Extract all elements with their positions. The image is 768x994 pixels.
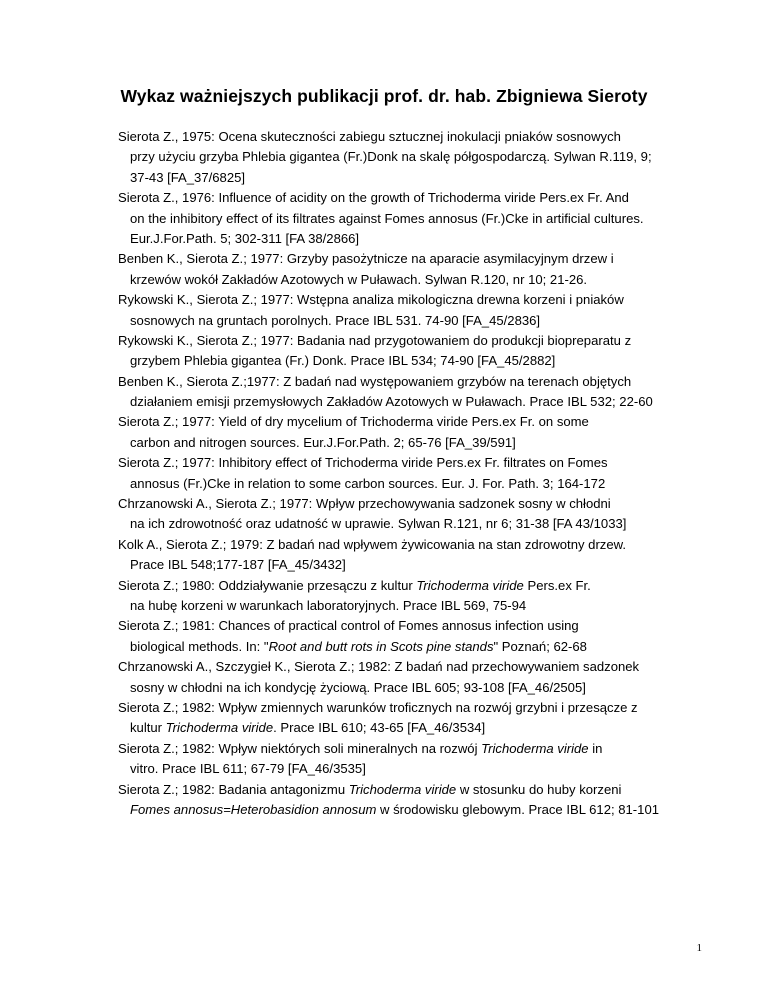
italic-text: Root and butt rots in Scots pine stands <box>268 638 494 654</box>
entry-line <box>118 229 738 249</box>
publication-entry <box>118 616 738 657</box>
entry-text: w stosunku do huby korzeni <box>456 781 622 797</box>
publication-list <box>118 127 738 820</box>
publication-entry <box>118 372 738 413</box>
entry-text: Sierota Z.; 1982: Badania antagonizmu <box>118 781 349 797</box>
entry-text: on the inhibitory effect of its filtrates against Fomes annosus (Fr.)Cke in artificial cultures. <box>130 210 644 226</box>
entry-text: vitro. Prace IBL 611; 67-79 [FA_46/3535] <box>130 761 366 777</box>
publication-entry <box>118 698 738 739</box>
page-number: 1 <box>696 942 702 954</box>
italic-text: Trichoderma viride <box>165 720 274 736</box>
entry-line <box>118 739 738 759</box>
entry-text: Pers.ex Fr. <box>523 577 591 593</box>
entry-text: Eur.J.For.Path. 5; 302-311 [FA 38/2866] <box>130 230 360 246</box>
entry-text: Sierota Z., 1976: Influence of acidity on the growth of Trichoderma viride Pers.ex Fr. And <box>118 190 629 206</box>
page-title: Wykaz ważniejszych publikacji prof. dr. hab. Zbigniewa Sieroty <box>120 86 648 106</box>
entry-text: . Prace IBL 610; 43-65 [FA_46/3534] <box>273 720 486 736</box>
entry-line <box>118 678 738 698</box>
entry-text: carbon and nitrogen sources. Eur.J.For.Path. 2; 65-76 [FA_39/591] <box>130 434 516 450</box>
entry-text: Sierota Z., 1975: Ocena skuteczności zabiegu sztucznej inokulacji pniaków sosnowych <box>118 129 621 144</box>
entry-line <box>118 412 738 432</box>
entry-text: in <box>588 740 603 756</box>
publication-entry <box>118 739 738 780</box>
entry-line <box>118 392 738 412</box>
entry-text: na hubę korzeni w warunkach laboratoryjnych. Prace IBL 569, 75-94 <box>130 597 527 613</box>
entry-line <box>118 535 738 555</box>
entry-line <box>118 433 738 453</box>
entry-line <box>118 209 738 229</box>
entry-text: Kolk A., Sierota Z.; 1979: Z badań nad wpływem żywicowania na stan zdrowotny drzew. <box>118 536 627 552</box>
entry-text: annosus (Fr.)Cke in relation to some carbon sources. Eur. J. For. Path. 3; 164-172 <box>130 475 606 491</box>
entry-text: sosnowych na gruntach porolnych. Prace IBL 531. 74-90 [FA_45/2836] <box>130 312 541 328</box>
publication-entry <box>118 494 738 535</box>
italic-text: Trichoderma viride <box>481 740 589 756</box>
entry-text: Sierota Z.; 1980: Oddziaływanie przesączu z kultur <box>118 577 417 593</box>
publication-entry <box>118 290 738 331</box>
entry-line <box>118 311 738 331</box>
entry-text: " Poznań; 62-68 <box>493 638 587 654</box>
italic-text: Trichoderma viride <box>348 781 457 797</box>
publication-entry <box>118 331 738 372</box>
entry-line <box>118 759 738 779</box>
entry-line <box>118 372 738 392</box>
entry-text: sosny w chłodni na ich kondycję życiową. Prace IBL 605; 93-108 [FA_46/2505] <box>130 679 586 695</box>
entry-line <box>118 127 738 147</box>
entry-line <box>118 698 738 718</box>
entry-line <box>118 555 738 575</box>
publication-entry <box>118 780 738 821</box>
entry-text: Prace IBL 548;177-187 [FA_45/3432] <box>130 557 346 573</box>
entry-text: Rykowski K., Sierota Z.; 1977: Badania nad przygotowaniem do produkcji biopreparatu z <box>118 332 632 348</box>
entry-line <box>118 351 738 371</box>
publication-entry <box>118 127 738 188</box>
entry-text: przy użyciu grzyba Phlebia gigantea (Fr.)Donk na skalę półgospodarczą. Sylwan R.119, 9; <box>130 149 652 165</box>
italic-text: Trichoderma viride <box>416 577 524 593</box>
entry-text: Sierota Z.; 1977: Inhibitory effect of Trichoderma viride Pers.ex Fr. filtrates on Fomes <box>118 455 608 471</box>
entry-line <box>118 657 738 677</box>
entry-text: Benben K., Sierota Z.; 1977: Grzyby pasożytnicze na aparacie asymilacyjnym drzew i <box>118 251 614 267</box>
entry-text: Benben K., Sierota Z.;1977: Z badań nad występowaniem grzybów na terenach objętych <box>118 373 632 389</box>
entry-text: Sierota Z.; 1982: Wpływ niektórych soli mineralnych na rozwój <box>118 740 482 756</box>
entry-line <box>118 494 738 514</box>
publication-entry <box>118 249 738 290</box>
entry-line <box>118 147 738 167</box>
entry-text: Sierota Z.; 1977: Yield of dry mycelium of Trichoderma viride Pers.ex Fr. on some <box>118 414 589 430</box>
entry-text: biological methods. In: " <box>130 638 269 654</box>
entry-line <box>118 290 738 310</box>
publication-entry <box>118 535 738 576</box>
entry-line <box>118 514 738 534</box>
entry-line <box>118 718 738 738</box>
publication-entry <box>118 657 738 698</box>
entry-line <box>118 188 738 208</box>
entry-line <box>118 168 738 188</box>
entry-line <box>118 800 738 820</box>
entry-line <box>118 616 738 636</box>
publication-entry <box>118 453 738 494</box>
entry-text: Chrzanowski A., Sierota Z.; 1977: Wpływ przechowywania sadzonek sosny w chłodni <box>118 496 611 512</box>
entry-text: 37-43 [FA_37/6825] <box>130 169 246 185</box>
entry-text: Sierota Z.; 1981: Chances of practical control of Fomes annosus infection using <box>118 618 579 634</box>
entry-text: kultur <box>130 720 166 736</box>
publication-entry <box>118 576 738 617</box>
entry-text: działaniem emisji przemysłowych Zakładów Azotowych w Puławach. Prace IBL 532; 22-60 <box>130 394 653 410</box>
entry-line <box>118 576 738 596</box>
entry-line <box>118 270 738 290</box>
entry-text: Chrzanowski A., Szczygieł K., Sierota Z.; 1982: Z badań nad przechowywaniem sadzonek <box>118 659 640 675</box>
entry-line <box>118 474 738 494</box>
entry-text: Rykowski K., Sierota Z.; 1977: Wstępna analiza mikologiczna drewna korzeni i pniaków <box>118 292 624 308</box>
entry-text: Sierota Z.; 1982: Wpływ zmiennych warunków troficznych na rozwój grzybni i przesącze z <box>118 699 638 715</box>
entry-text: w środowisku glebowym. Prace IBL 612; 81-101 <box>376 801 660 817</box>
entry-line <box>118 249 738 269</box>
entry-text: na ich zdrowotność oraz udatność w uprawie. Sylwan R.121, nr 6; 31-38 [FA 43/1033] <box>130 516 627 532</box>
entry-line <box>118 596 738 616</box>
entry-line <box>118 453 738 473</box>
publication-entry <box>118 412 738 453</box>
entry-line <box>118 780 738 800</box>
entry-text: grzybem Phlebia gigantea (Fr.) Donk. Prace IBL 534; 74-90 [FA_45/2882] <box>130 353 556 369</box>
entry-text: krzewów wokół Zakładów Azotowych w Puławach. Sylwan R.120, nr 10; 21-26. <box>130 271 588 287</box>
italic-text: Fomes annosus=Heterobasidion annosum <box>130 801 377 817</box>
publication-entry <box>118 188 738 249</box>
entry-line <box>118 331 738 351</box>
entry-line <box>118 637 738 657</box>
